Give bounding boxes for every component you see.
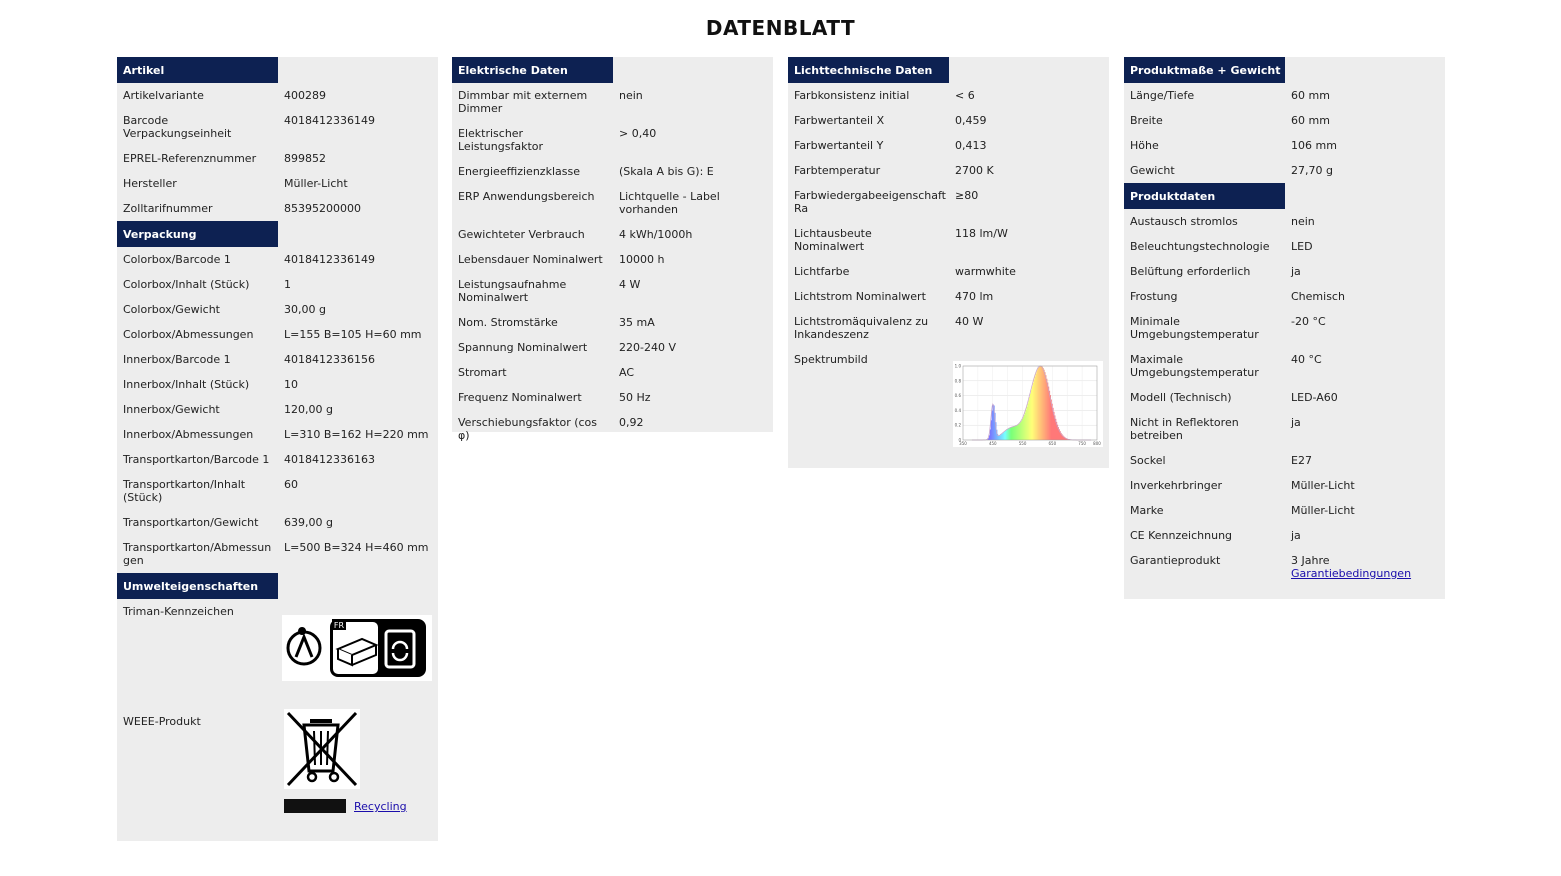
data-row-transportkarton-gewicht: [117, 510, 438, 535]
row-value: [278, 541, 438, 567]
data-row-triman-kennzeichen: [117, 599, 438, 709]
row-value: [1285, 114, 1445, 127]
data-row-innerbox-abmessungen: [117, 422, 438, 447]
row-label: EPREL-Referenznummer: [123, 152, 257, 165]
row-value: [278, 303, 438, 316]
row-value: [1285, 554, 1445, 580]
row-value: [613, 127, 773, 153]
data-row-maximale-umgebungstemperatur: [1124, 347, 1445, 385]
row-value-text: LED: [1291, 240, 1313, 253]
row-label: Verschiebungsfaktor (cos φ): [458, 416, 598, 442]
row-label: Farbwertanteil Y: [794, 139, 884, 152]
row-value: [278, 89, 438, 102]
row-value: [278, 453, 438, 466]
spectrum-chart-image: [953, 361, 1103, 447]
data-row-farbkonsistenz-initial: [788, 83, 1109, 108]
row-label: Höhe: [1130, 139, 1159, 152]
row-value-text: 50 Hz: [619, 391, 651, 404]
data-row-stromart: [452, 360, 773, 385]
row-label: Marke: [1130, 504, 1164, 517]
row-value: [1285, 240, 1445, 253]
row-label: Frostung: [1130, 290, 1178, 303]
row-label: Farbwertanteil X: [794, 114, 885, 127]
row-label: Innerbox/Barcode 1: [123, 353, 231, 366]
row-value: [1285, 89, 1445, 102]
row-value: [278, 403, 438, 416]
guarantee-link[interactable]: Garantiebedingungen: [1291, 567, 1412, 580]
row-value-text: 106 mm: [1291, 139, 1337, 152]
row-value-text: < 6: [955, 89, 975, 102]
row-value: [613, 190, 773, 216]
row-label: Innerbox/Gewicht: [123, 403, 220, 416]
row-label: WEEE-Produkt: [123, 715, 201, 728]
row-value: [1285, 529, 1445, 542]
section-header-produktma-e-gewicht: [1124, 57, 1445, 83]
data-row-colorbox-abmessungen: [117, 322, 438, 347]
section-title: Artikel: [117, 57, 278, 83]
black-bar-icon: [284, 799, 346, 813]
data-row-breite: [1124, 108, 1445, 133]
row-label: Colorbox/Barcode 1: [123, 253, 231, 266]
row-value-text: 60 mm: [1291, 89, 1330, 102]
row-value: [1285, 391, 1445, 404]
data-row-inverkehrbringer: [1124, 473, 1445, 498]
row-value: [1285, 139, 1445, 152]
row-value-text: 40 °C: [1291, 353, 1322, 366]
data-row-colorbox-gewicht: [117, 297, 438, 322]
row-value: [949, 265, 1109, 278]
datasheet-column: [788, 57, 1109, 468]
section-header-elektrische-daten: [452, 57, 773, 83]
row-value-text: Müller-Licht: [284, 177, 348, 190]
row-label: Transportkarton/Abmessun gen: [123, 541, 272, 567]
spectrum-y-tick: 0.4: [954, 407, 961, 413]
row-value-text: L=500 B=324 H=460 mm: [284, 541, 429, 554]
row-value: [613, 278, 773, 304]
row-value: [949, 290, 1109, 303]
spectrum-y-tick: 0.2: [954, 422, 961, 428]
row-label: Farbwiedergabeeigenschaft Ra: [794, 189, 946, 215]
row-value-text: ≥80: [955, 189, 979, 202]
section-title: Elektrische Daten: [452, 57, 613, 83]
data-row-transportkarton-inhalt-stuck: [117, 472, 438, 510]
data-row-hohe: [1124, 133, 1445, 158]
row-label: Lichtstrom Nominalwert: [794, 290, 926, 303]
row-value: [613, 89, 773, 115]
row-value: [1285, 290, 1445, 303]
data-row-garantieprodukt: [1124, 548, 1445, 586]
data-row-farbwertanteil-x: [788, 108, 1109, 133]
row-label: Transportkarton/Gewicht: [123, 516, 259, 529]
row-value-text: L=155 B=105 H=60 mm: [284, 328, 422, 341]
row-value-text: 35 mA: [619, 316, 655, 329]
row-value-text: 639,00 g: [284, 516, 333, 529]
page-title: DATENBLATT: [705, 16, 856, 40]
row-value-text: LED-A60: [1291, 391, 1338, 404]
row-label: Frequenz Nominalwert: [458, 391, 582, 404]
data-row-beleuchtungstechnologie: [1124, 234, 1445, 259]
row-value: [278, 428, 438, 441]
row-value-text: 85395200000: [284, 202, 361, 215]
row-label: Lichtfarbe: [794, 265, 850, 278]
spectrum-x-tick: 800: [1093, 441, 1101, 446]
row-label: Farbtemperatur: [794, 164, 881, 177]
data-row-beluftung-erforderlich: [1124, 259, 1445, 284]
row-value-text: 0,413: [955, 139, 987, 152]
row-value-text: 4 kWh/1000h: [619, 228, 693, 241]
row-label: Triman-Kennzeichen: [123, 605, 234, 618]
data-row-lichtstromaquivalenz-zu-inkandeszenz: [788, 309, 1109, 347]
row-value: [278, 328, 438, 341]
data-row-innerbox-gewicht: [117, 397, 438, 422]
row-value: [1285, 265, 1445, 278]
row-label: Sockel: [1130, 454, 1166, 467]
datasheet-column: [1124, 57, 1445, 599]
row-label: Colorbox/Gewicht: [123, 303, 220, 316]
data-row-sockel: [1124, 448, 1445, 473]
spectrum-x-tick: 550: [1018, 441, 1027, 446]
row-value-text: AC: [619, 366, 635, 379]
row-label: Spannung Nominalwert: [458, 341, 588, 354]
row-value-text: 60: [284, 478, 298, 491]
row-label: Barcode Verpackungseinheit: [123, 114, 232, 140]
row-value-text: 10000 h: [619, 253, 665, 266]
row-label: Innerbox/Inhalt (Stück): [123, 378, 250, 391]
row-label: Gewichteter Verbrauch: [458, 228, 585, 241]
data-row-erp-anwendungsbereich: [452, 184, 773, 222]
data-row-verschiebungsfaktor-cos: [452, 410, 773, 448]
row-value-text: 3 Jahre: [1291, 554, 1330, 567]
row-value: [613, 366, 773, 379]
data-row-marke: [1124, 498, 1445, 523]
row-value-text: E27: [1291, 454, 1312, 467]
row-label: Garantieprodukt: [1130, 554, 1221, 567]
data-row-lichtausbeute-nominalwert: [788, 221, 1109, 259]
row-value-text: warmwhite: [955, 265, 1016, 278]
row-value-text: Müller-Licht: [1291, 479, 1355, 492]
row-value: [613, 416, 773, 442]
row-value-text: 4018412336149: [284, 253, 375, 266]
row-value-text: -20 °C: [1291, 315, 1326, 328]
data-row-farbtemperatur: [788, 158, 1109, 183]
recycling-row: [284, 799, 432, 813]
row-label: CE Kennzeichnung: [1130, 529, 1233, 542]
section-title: Produktmaße + Gewicht: [1124, 57, 1285, 83]
row-value-text: 4018412336149: [284, 114, 375, 127]
row-value: [613, 253, 773, 266]
data-row-zolltarifnummer: [117, 196, 438, 221]
data-row-frostung: [1124, 284, 1445, 309]
row-label: Transportkarton/Inhalt (Stück): [123, 478, 246, 504]
row-value-text: 30,00 g: [284, 303, 326, 316]
data-row-lange-tiefe: [1124, 83, 1445, 108]
row-value: [278, 177, 438, 190]
data-row-spektrumbild: [788, 347, 1109, 453]
weee-bin-icon: [284, 709, 360, 789]
row-label: Energieeffizienzklasse: [458, 165, 580, 178]
row-value-text: 0,92: [619, 416, 644, 429]
recycling-link[interactable]: Recycling: [354, 800, 407, 813]
row-label: Innerbox/Abmessungen: [123, 428, 254, 441]
section-title: Produktdaten: [1124, 183, 1285, 209]
section-title: Verpackung: [117, 221, 278, 247]
row-value-text: 27,70 g: [1291, 164, 1333, 177]
row-value-text: nein: [1291, 215, 1315, 228]
row-label: Farbkonsistenz initial: [794, 89, 910, 102]
row-value: [1285, 315, 1445, 341]
row-value: [949, 227, 1109, 253]
row-label: Hersteller: [123, 177, 177, 190]
row-value: [613, 341, 773, 354]
row-value-text: ja: [1291, 416, 1301, 429]
row-value-text: 899852: [284, 152, 326, 165]
row-value-text: 4018412336163: [284, 453, 375, 466]
row-value: [613, 228, 773, 241]
row-value-text: 1: [284, 278, 291, 291]
data-row-transportkarton-abmessun-gen: [117, 535, 438, 573]
data-row-lichtstrom-nominalwert: [788, 284, 1109, 309]
row-value: [278, 715, 438, 813]
section-header-artikel: [117, 57, 438, 83]
row-label: Belüftung erforderlich: [1130, 265, 1251, 278]
row-value: [949, 315, 1109, 341]
row-value: [1285, 504, 1445, 517]
row-value-text: 470 lm: [955, 290, 994, 303]
row-value: [278, 152, 438, 165]
data-row-modell-technisch: [1124, 385, 1445, 410]
row-label: Transportkarton/Barcode 1: [123, 453, 270, 466]
row-value: [947, 353, 1109, 447]
row-value: [1285, 454, 1445, 467]
data-row-austausch-stromlos: [1124, 209, 1445, 234]
row-value: [949, 114, 1109, 127]
spectrum-x-tick: 350: [959, 441, 967, 446]
spectrum-y-tick: 0: [958, 437, 961, 443]
row-value: [278, 114, 438, 140]
row-label: Artikelvariante: [123, 89, 204, 102]
data-row-gewicht: [1124, 158, 1445, 183]
row-label: ERP Anwendungsbereich: [458, 190, 595, 203]
data-row-minimale-umgebungstemperatur: [1124, 309, 1445, 347]
data-row-transportkarton-barcode-1: [117, 447, 438, 472]
row-label: Austausch stromlos: [1130, 215, 1238, 228]
section-title: Lichttechnische Daten: [788, 57, 949, 83]
row-label: Elektrischer Leistungsfaktor: [458, 127, 544, 153]
row-value: [278, 253, 438, 266]
row-label: Minimale Umgebungstemperatur: [1130, 315, 1259, 341]
row-label: Gewicht: [1130, 164, 1175, 177]
row-value: [1285, 353, 1445, 379]
row-value: [949, 189, 1109, 215]
row-value-text: 4018412336156: [284, 353, 375, 366]
row-value: [1285, 164, 1445, 177]
row-value: [613, 391, 773, 404]
data-row-spannung-nominalwert: [452, 335, 773, 360]
row-value: [278, 378, 438, 391]
row-value-text: ja: [1291, 529, 1301, 542]
data-row-lebensdauer-nominalwert: [452, 247, 773, 272]
row-label: Maximale Umgebungstemperatur: [1130, 353, 1259, 379]
spectrum-y-tick: 1.0: [954, 363, 961, 369]
row-value-text: 2700 K: [955, 164, 994, 177]
row-label: Länge/Tiefe: [1130, 89, 1195, 102]
row-value-text: > 0,40: [619, 127, 657, 140]
row-label: Lichtstromäquivalenz zu Inkandeszenz: [794, 315, 929, 341]
data-row-lichtfarbe: [788, 259, 1109, 284]
row-value: [1285, 416, 1445, 442]
row-value: [949, 164, 1109, 177]
row-value: [949, 139, 1109, 152]
row-value: [1285, 479, 1445, 492]
row-value: [949, 89, 1109, 102]
section-header-produktdaten: [1124, 183, 1445, 209]
data-row-farbwertanteil-y: [788, 133, 1109, 158]
row-value: [278, 478, 438, 504]
row-label: Leistungsaufnahme Nominalwert: [458, 278, 567, 304]
data-row-ce-kennzeichnung: [1124, 523, 1445, 548]
row-label: Nicht in Reflektoren betreiben: [1130, 416, 1239, 442]
row-value-text: 60 mm: [1291, 114, 1330, 127]
row-value-text: 0,459: [955, 114, 987, 127]
row-label: Colorbox/Abmessungen: [123, 328, 254, 341]
row-label: Beleuchtungstechnologie: [1130, 240, 1270, 253]
data-row-farbwiedergabeeigenschaft-ra: [788, 183, 1109, 221]
row-value: [276, 605, 438, 709]
data-row-nicht-in-reflektoren-betreiben: [1124, 410, 1445, 448]
row-value-text: 40 W: [955, 315, 984, 328]
data-row-leistungsaufnahme-nominalwert: [452, 272, 773, 310]
row-value-text: 120,00 g: [284, 403, 333, 416]
spectrum-x-tick: 750: [1078, 441, 1086, 446]
row-label: Breite: [1130, 114, 1163, 127]
row-label: Colorbox/Inhalt (Stück): [123, 278, 250, 291]
section-header-umwelteigenschaften: [117, 573, 438, 599]
data-row-innerbox-inhalt-stuck: [117, 372, 438, 397]
spectrum-x-tick: 450: [988, 441, 997, 446]
row-value-text: nein: [619, 89, 643, 102]
row-label: Spektrumbild: [794, 353, 868, 366]
row-value: [613, 165, 773, 178]
data-row-frequenz-nominalwert: [452, 385, 773, 410]
row-label: Nom. Stromstärke: [458, 316, 558, 329]
spectrum-x-tick: 650: [1048, 441, 1057, 446]
row-value: [278, 202, 438, 215]
data-row-eprel-referenznummer: [117, 146, 438, 171]
row-value-text: 400289: [284, 89, 326, 102]
row-value-text: L=310 B=162 H=220 mm: [284, 428, 429, 441]
row-label: Lichtausbeute Nominalwert: [794, 227, 872, 253]
row-value-text: Müller-Licht: [1291, 504, 1355, 517]
row-label: Lebensdauer Nominalwert: [458, 253, 603, 266]
data-row-dimmbar-mit-externem-dimmer: [452, 83, 773, 121]
row-label: Zolltarifnummer: [123, 202, 213, 215]
data-row-nom-stromstarke: [452, 310, 773, 335]
row-value: [278, 353, 438, 366]
datasheet-column: [452, 57, 773, 442]
triman-logo-icon: [282, 615, 432, 681]
data-row-elektrischer-leistungsfaktor: [452, 121, 773, 159]
row-value: [613, 316, 773, 329]
data-row-weee-produkt: [117, 709, 438, 819]
row-value-text: 4 W: [619, 278, 641, 291]
row-value: [1285, 215, 1445, 228]
section-header-verpackung: [117, 221, 438, 247]
data-row-colorbox-barcode-1: [117, 247, 438, 272]
row-label: Dimmbar mit externem Dimmer: [458, 89, 588, 115]
row-label: Modell (Technisch): [1130, 391, 1232, 404]
datasheet-column: [117, 57, 438, 841]
spectrum-y-tick: 0.8: [954, 378, 961, 384]
row-value-text: Chemisch: [1291, 290, 1345, 303]
data-row-colorbox-inhalt-stuck: [117, 272, 438, 297]
data-row-gewichteter-verbrauch: [452, 222, 773, 247]
row-value-text: Lichtquelle - Label vorhanden: [619, 190, 720, 216]
row-label: Stromart: [458, 366, 507, 379]
row-value-text: (Skala A bis G): E: [619, 165, 714, 178]
data-row-artikelvariante: [117, 83, 438, 108]
row-value: [278, 278, 438, 291]
row-value-text: 118 lm/W: [955, 227, 1008, 240]
data-row-hersteller: [117, 171, 438, 196]
section-title: Umwelteigenschaften: [117, 573, 278, 599]
spectrum-y-tick: 0.6: [954, 393, 961, 399]
row-value-text: ja: [1291, 265, 1301, 278]
data-row-barcode-verpackungseinheit: [117, 108, 438, 146]
data-row-innerbox-barcode-1: [117, 347, 438, 372]
triman-fr-label: FR: [333, 621, 345, 630]
data-row-energieeffizienzklasse: [452, 159, 773, 184]
row-value-text: 10: [284, 378, 298, 391]
row-label: Inverkehrbringer: [1130, 479, 1223, 492]
row-value-text: 220-240 V: [619, 341, 676, 354]
section-header-lichttechnische-daten: [788, 57, 1109, 83]
row-value: [278, 516, 438, 529]
